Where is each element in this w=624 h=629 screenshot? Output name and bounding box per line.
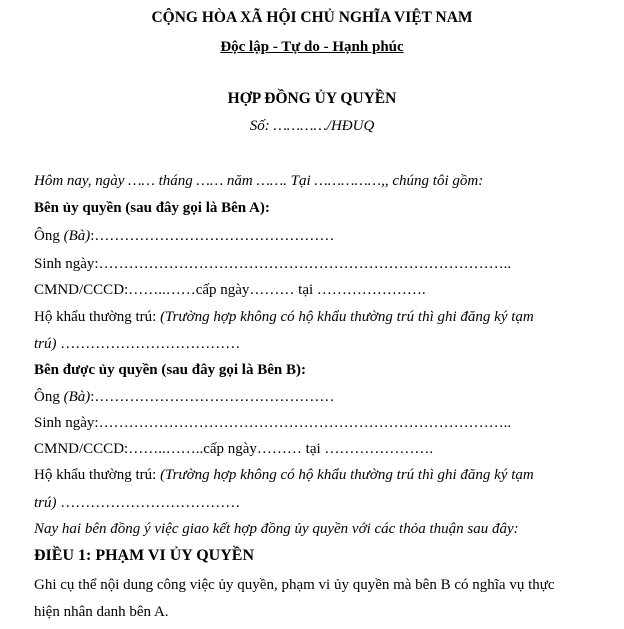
residence-note: (Trường hợp không có hộ khẩu thường trú thì ghi đăng ký tạm [160, 309, 534, 325]
party-b-name [34, 388, 334, 406]
name-label: Ông [34, 228, 64, 244]
party-a-residence [34, 308, 534, 326]
party-a-name [34, 227, 334, 245]
party-a-residence-cont [34, 335, 240, 353]
party-a-heading: Bên ủy quyền (sau đây gọi là Bên A): [34, 200, 270, 216]
party-a-id: CMND/CCCD:……..……cấp ngày……… tại …………………. [34, 282, 426, 298]
party-b-heading: Bên được ủy quyền (sau đây gọi là Bên B): [34, 362, 306, 378]
party-b-residence [34, 466, 534, 484]
article-1-text: Ghi cụ thể nội dung công việc ủy quyền, phạm vi ủy quyền mà bên B có nghĩa vụ thực [34, 577, 555, 593]
agreement-line: Nay hai bên đồng ý việc giao kết hợp đồng ủy quyền với các thỏa thuận sau đây: [34, 521, 519, 537]
residence-note-end: trú) [34, 336, 57, 352]
residence-note-end: trú) [34, 495, 57, 511]
article-1-heading: ĐIỀU 1: PHẠM VI ỦY QUYỀN [34, 547, 254, 564]
residence-label: Hộ khẩu thường trú: [34, 467, 161, 483]
contract-title: HỢP ĐỒNG ỦY QUYỀN [227, 90, 397, 107]
name-dots: :………………………………………… [90, 389, 335, 405]
residence-dots: ……………………………… [56, 336, 241, 352]
name-paren: (Bà) [63, 228, 91, 244]
party-a-dob: Sinh ngày:……………………………………………………………………….. [34, 256, 512, 272]
party-b-id: CMND/CCCD:……..……..cấp ngày……… tại …………………. [34, 441, 434, 457]
name-paren: (Bà) [63, 389, 91, 405]
contract-number: Số: …………/HĐUQ [249, 118, 375, 134]
party-b-dob: Sinh ngày:……………………………………………………………………….. [34, 415, 512, 431]
motto: Độc lập - Tự do - Hạnh phúc [220, 39, 404, 55]
article-1-text-cont: hiện nhân danh bên A. [34, 604, 169, 620]
name-dots: :………………………………………… [90, 228, 335, 244]
intro-line: Hôm nay, ngày …… tháng …… năm ……. Tại ……………,, chúng tôi gồm: [34, 173, 484, 189]
residence-dots: ……………………………… [56, 495, 241, 511]
residence-label: Hộ khẩu thường trú: [34, 309, 161, 325]
country-header: CỘNG HÒA XÃ HỘI CHỦ NGHĨA VIỆT NAM [151, 9, 473, 26]
party-b-residence-cont [34, 494, 240, 512]
residence-note: (Trường hợp không có hộ khẩu thường trú thì ghi đăng ký tạm [160, 467, 534, 483]
name-label: Ông [34, 389, 64, 405]
